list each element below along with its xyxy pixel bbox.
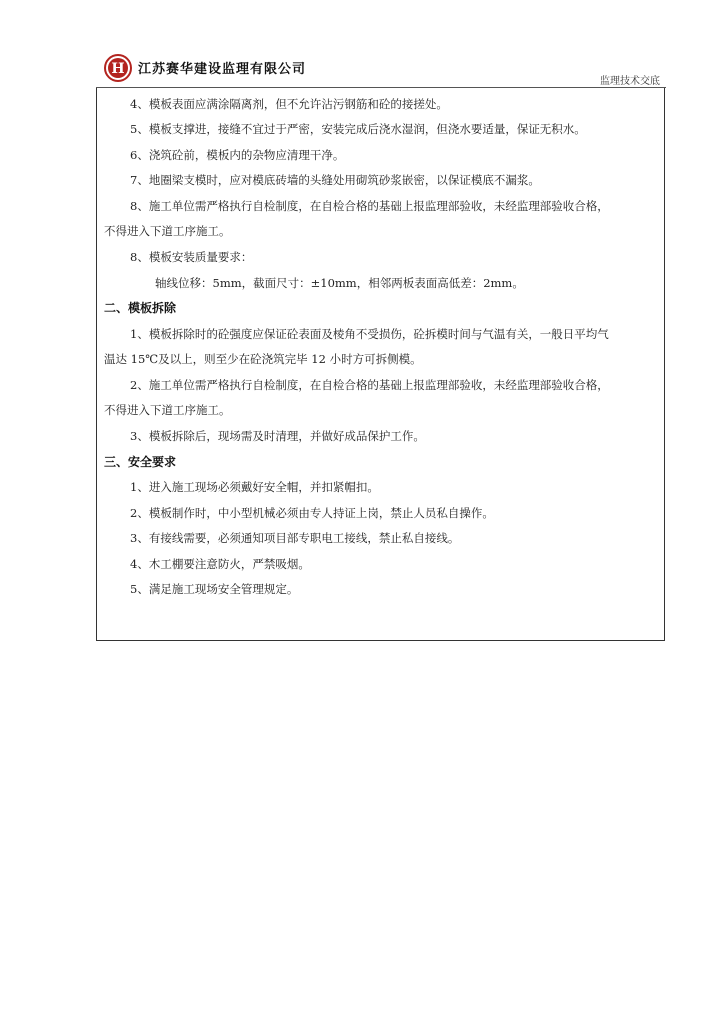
item-text: 1、进入施工现场必须戴好安全帽，并扣紧帽扣。 (130, 480, 379, 494)
item-text-continued: 温达 15℃及以上，则至少在砼浇筑完毕 12 小时方可拆侧模。 (104, 352, 422, 366)
item-text: 5、模板支撑进，接缝不宜过于严密，安装完成后浇水湿润，但浇水要适量，保证无积水。 (130, 122, 586, 136)
item-text: 3、有接线需要，必须通知项目部专职电工接线，禁止私自接线。 (130, 531, 460, 545)
item-text: 1、模板拆除时的砼强度应保证砼表面及棱角不受损伤，砼拆模时间与气温有关，一般日平均气 (130, 327, 609, 341)
item-text: 3、模板拆除后，现场需及时清理，并做好成品保护工作。 (130, 429, 425, 443)
item-text-continued: 不得进入下道工序施工。 (104, 403, 231, 417)
page-header (100, 52, 666, 86)
item-text: 8、施工单位需严格执行自检制度，在自检合格的基础上报监理部验收，未经监理部验收合格， (130, 199, 609, 213)
section-heading-formwork-removal: 二、模板拆除 (104, 301, 177, 315)
document-type: 监理技术交底 (600, 76, 660, 87)
item-text: 4、木工棚要注意防火，严禁吸烟。 (130, 557, 310, 571)
item-text-continued: 不得进入下道工序施工。 (104, 224, 231, 238)
item-text: 4、模板表面应满涂隔离剂，但不允许沾污钢筋和砼的接搓处。 (130, 97, 448, 111)
company-name: 江苏赛华建设监理有限公司 (138, 62, 307, 77)
item-text: 6、浇筑砼前，模板内的杂物应清理干净。 (130, 148, 345, 162)
quality-spec-text: 轴线位移：5mm，截面尺寸：±10mm，相邻两板表面高低差：2mm。 (155, 276, 524, 290)
item-text: 8、模板安装质量要求： (130, 250, 253, 264)
item-text: 2、施工单位需严格执行自检制度，在自检合格的基础上报监理部验收，未经监理部验收合格， (130, 378, 609, 392)
item-text: 2、模板制作时，中小型机械必须由专人持证上岗，禁止人员私自操作。 (130, 506, 494, 520)
item-text: 5、满足施工现场安全管理规定。 (130, 582, 299, 596)
section-heading-safety: 三、安全要求 (104, 455, 177, 469)
company-logo-icon (104, 54, 132, 82)
item-text: 7、地圈梁支模时，应对模底砖墙的头缝处用砌筑砂浆嵌密，以保证模底不漏浆。 (130, 173, 540, 187)
logo-letter: H (111, 61, 125, 77)
